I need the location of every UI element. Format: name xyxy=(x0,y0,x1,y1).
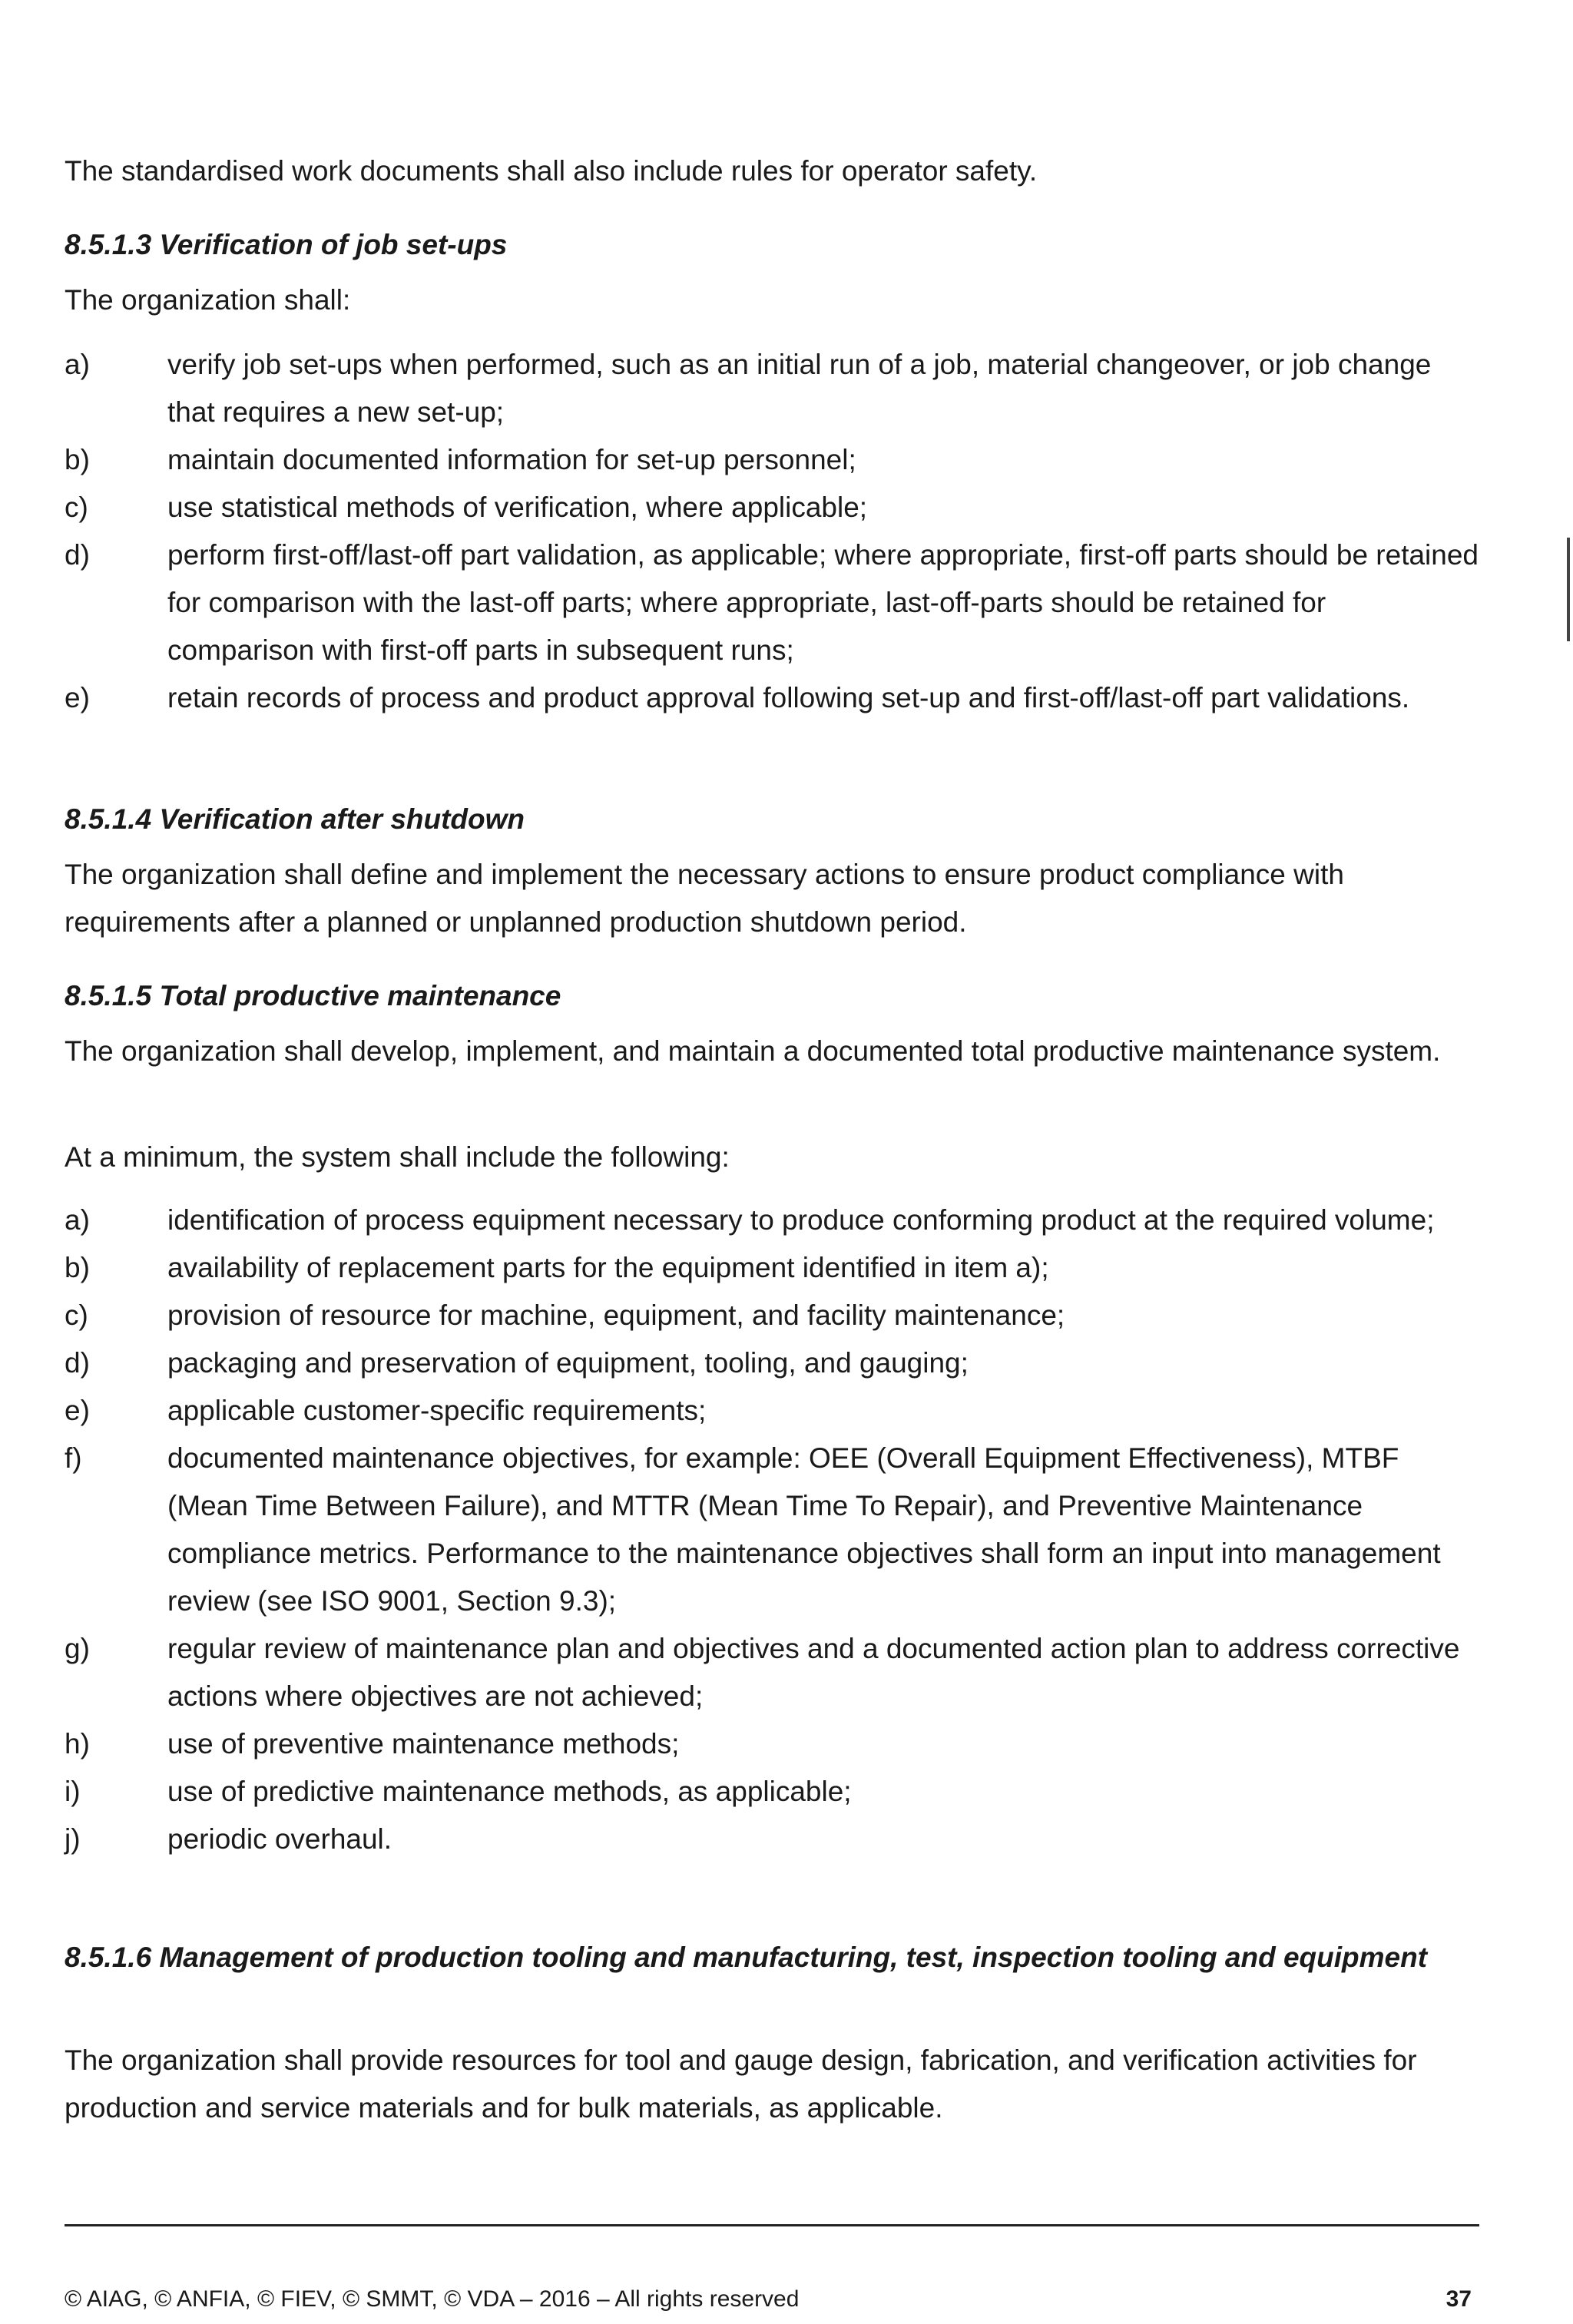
list-item xyxy=(65,1435,1479,1625)
list-item-text: regular review of maintenance plan and objectives and a documented action plan to address corrective actions where objectives are not achieved; xyxy=(167,1633,1460,1712)
list-marker: f) xyxy=(65,1442,82,1474)
section-8-5-1-3-lead: The organization shall: xyxy=(65,284,351,316)
list-item-text: use of predictive maintenance methods, as applicable; xyxy=(167,1776,852,1807)
document-page xyxy=(65,0,1479,2324)
list-item xyxy=(65,1339,1479,1387)
list-marker: a) xyxy=(65,1204,90,1236)
list-item xyxy=(65,1816,1479,1863)
list-marker: i) xyxy=(65,1776,81,1807)
setup-requirements-list xyxy=(65,341,1479,722)
list-item xyxy=(65,484,1479,531)
list-item xyxy=(65,1292,1479,1339)
section-8-5-1-4-heading xyxy=(65,796,525,843)
copyright-notice: © AIAG, © ANFIA, © FIEV, © SMMT, © VDA – 2016 – All rights reserved xyxy=(65,2286,800,2312)
footer-divider xyxy=(65,2224,1479,2226)
section-number: 8.5.1.6 xyxy=(65,1942,152,1973)
section-8-5-1-6-heading xyxy=(65,1934,1479,1981)
list-item xyxy=(65,531,1479,674)
list-item-text: documented maintenance objectives, for example: OEE (Overall Equipment Effectiveness), MTBF (Mean Time Between Failure), and MTTR (Mean Time To Repair), and Preventive Maintenance compliance metrics. Performance to the maintenance objectives shall form an input into management review (see ISO 9001, Section 9.3); xyxy=(167,1442,1441,1617)
tpm-requirements-list xyxy=(65,1197,1479,1863)
list-item xyxy=(65,1244,1479,1292)
list-item xyxy=(65,1387,1479,1435)
list-item xyxy=(65,341,1479,436)
list-item xyxy=(65,1768,1479,1816)
safety-rule-text: The standardised work documents shall also include rules for operator safety. xyxy=(65,155,1038,187)
list-marker: h) xyxy=(65,1728,90,1760)
list-marker: c) xyxy=(65,492,88,523)
scan-margin-mark xyxy=(1567,538,1570,641)
list-item xyxy=(65,674,1479,722)
section-title: Verification of job set-ups xyxy=(159,229,508,260)
list-item-text: applicable customer-specific requirements; xyxy=(167,1395,707,1426)
list-item-text: availability of replacement parts for the equipment identified in item a); xyxy=(167,1252,1049,1283)
list-item-text: retain records of process and product approval following set-up and first-off/last-off part validations. xyxy=(167,682,1410,713)
section-8-5-1-3-heading xyxy=(65,221,507,269)
list-marker: c) xyxy=(65,1299,88,1331)
list-item-text: packaging and preservation of equipment, tooling, and gauging; xyxy=(167,1347,969,1379)
list-marker: j) xyxy=(65,1823,81,1855)
list-item xyxy=(65,1625,1479,1720)
list-item-text: maintain documented information for set-up personnel; xyxy=(167,444,856,475)
list-marker: d) xyxy=(65,1347,90,1379)
section-number: 8.5.1.4 xyxy=(65,803,152,835)
list-item-text: perform first-off/last-off part validation, as applicable; where appropriate, first-off parts should be retained for comparison with the last-off parts; where appropriate, last-off-parts should be retained for comparison with first-off parts in subsequent runs; xyxy=(167,539,1479,666)
page-footer xyxy=(65,2284,1479,2315)
section-8-5-1-5-lead: At a minimum, the system shall include the following: xyxy=(65,1141,730,1173)
list-marker: e) xyxy=(65,1395,90,1426)
list-marker: b) xyxy=(65,444,90,475)
section-8-5-1-4-body: The organization shall define and implement the necessary actions to ensure product compliance with requirements after a planned or unplanned production shutdown period. xyxy=(65,859,1344,938)
section-title: Total productive maintenance xyxy=(159,980,561,1011)
section-number: 8.5.1.5 xyxy=(65,980,152,1011)
list-marker: e) xyxy=(65,682,90,713)
list-item-text: provision of resource for machine, equipment, and facility maintenance; xyxy=(167,1299,1065,1331)
list-item xyxy=(65,1197,1479,1244)
list-item-text: verify job set-ups when performed, such as an initial run of a job, material changeover, or job change that requires a new set-up; xyxy=(167,349,1432,428)
list-marker: g) xyxy=(65,1633,90,1664)
section-number: 8.5.1.3 xyxy=(65,229,152,260)
list-item-text: use of preventive maintenance methods; xyxy=(167,1728,680,1760)
list-item-text: identification of process equipment necessary to produce conforming product at the required volume; xyxy=(167,1204,1435,1236)
list-item-text: use statistical methods of verification, where applicable; xyxy=(167,492,868,523)
list-item xyxy=(65,436,1479,484)
list-marker: b) xyxy=(65,1252,90,1283)
list-marker: d) xyxy=(65,539,90,571)
section-title: Verification after shutdown xyxy=(159,803,525,835)
page-number: 37 xyxy=(1446,2286,1472,2312)
list-item-text: periodic overhaul. xyxy=(167,1823,392,1855)
section-8-5-1-6-body: The organization shall provide resources for tool and gauge design, fabrication, and verification activities for production and service materials and for bulk materials, as applicable. xyxy=(65,2044,1417,2124)
section-8-5-1-5-heading xyxy=(65,972,561,1020)
section-title: Management of production tooling and manufacturing, test, inspection tooling and equipment xyxy=(159,1942,1428,1973)
section-8-5-1-5-body: The organization shall develop, implement, and maintain a documented total productive maintenance system. xyxy=(65,1035,1441,1067)
list-item xyxy=(65,1720,1479,1768)
list-marker: a) xyxy=(65,349,90,380)
